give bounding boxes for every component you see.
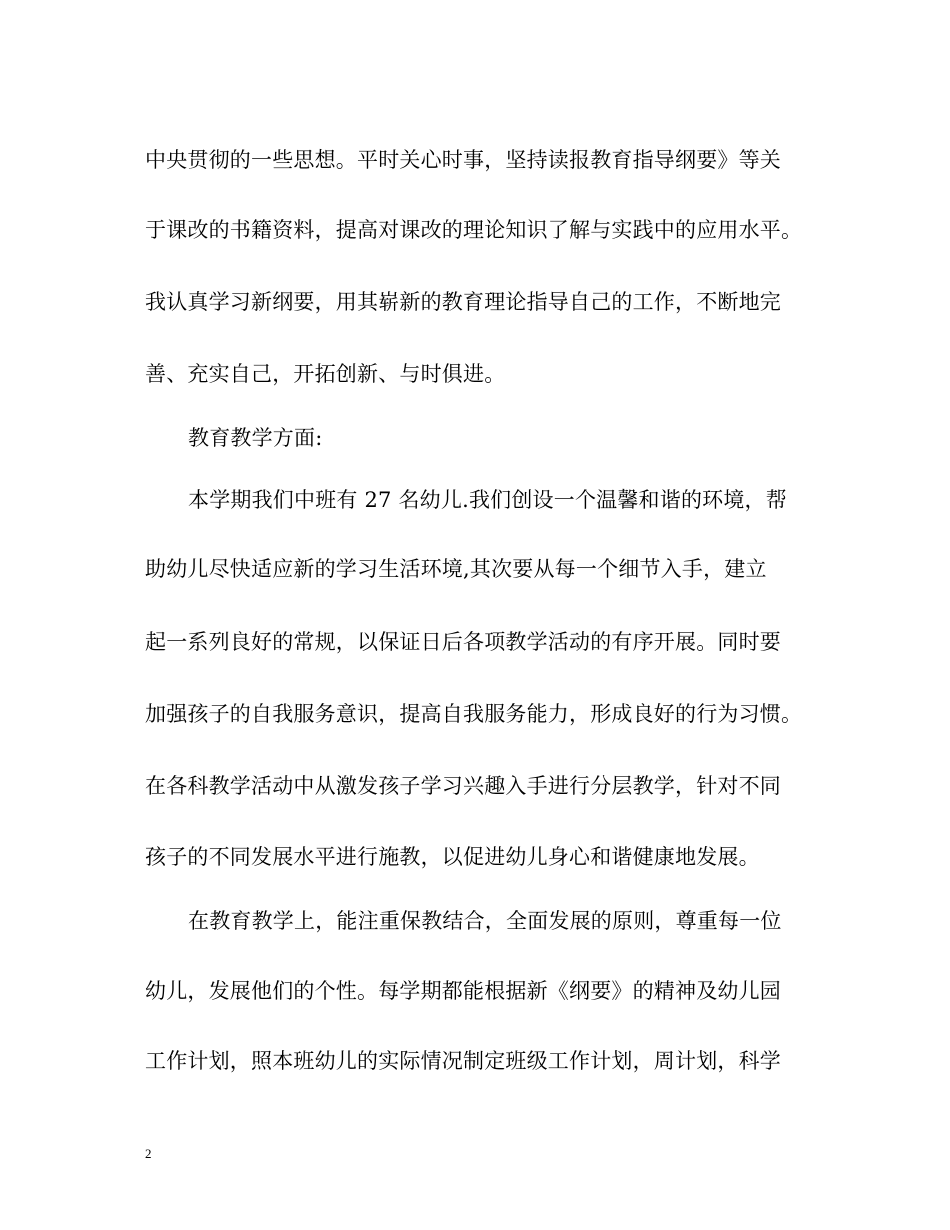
text-line-6: 本学期我们中班有 27 名幼儿.我们创设一个温馨和谐的环境，帮 [188,488,787,512]
section-heading: 教育教学方面: [188,426,323,450]
page-number: 2 [145,1146,152,1161]
text-line-7: 助幼儿尽快适应新的学习生活环境,其次要从每一个细节入手，建立 [145,557,767,581]
text-line-8: 起一系列良好的常规，以保证日后各项教学活动的有序开展。同时要 [145,630,781,654]
text-line-2: 于课改的书籍资料，提高对课改的理论知识了解与实践中的应用水平。 [145,218,803,242]
text-line-1: 中央贯彻的一些思想。平时关心时事，坚持读报教育指导纲要》等关 [145,148,781,172]
text-line-12: 在教育教学上，能注重保教结合，全面发展的原则，尊重每一位 [188,909,782,933]
text-line-3: 我认真学习新纲要，用其崭新的教育理论指导自己的工作，不断地完 [145,290,781,314]
text-line-10: 在各科教学活动中从激发孩子学习兴趣入手进行分层教学，针对不同 [145,774,781,798]
text-line-13: 幼儿，发展他们的个性。每学期都能根据新《纲要》的精神及幼儿园 [145,979,781,1003]
text-line-14: 工作计划，照本班幼儿的实际情况制定班级工作计划，周计划，科学 [145,1049,781,1073]
text-line-4: 善、充实自己，开拓创新、与时俱进。 [145,362,506,386]
text-line-11: 孩子的不同发展水平进行施教，以促进幼儿身心和谐健康地发展。 [145,845,760,869]
text-line-9: 加强孩子的自我服务意识，提高自我服务能力，形成良好的行为习惯。 [145,702,803,726]
